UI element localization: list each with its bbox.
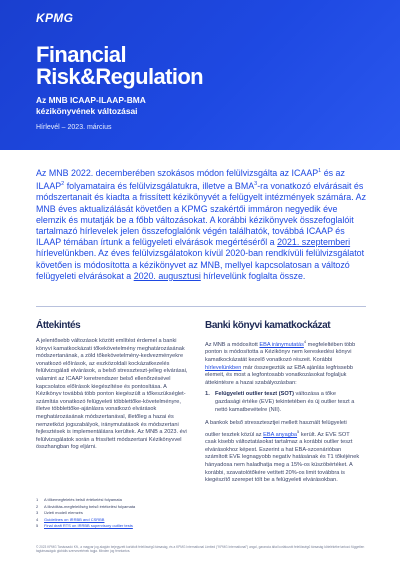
footnote-ref: 2	[61, 181, 65, 188]
kpmg-logo: KPMG	[36, 11, 74, 25]
item-text	[215, 391, 361, 414]
footnote-item	[36, 510, 196, 517]
page-title	[36, 44, 336, 88]
footnote-text: A likviditás-megfelelőség belső értékelési folyamata	[44, 503, 136, 509]
footnote-item	[36, 517, 196, 524]
overview-column	[36, 320, 192, 452]
irrbb-text: megfeleltében több ponton is módosította a Kézikönyv nem kereskedési könyvi kamatkockázatát kezelő vonatkozó részeit. Korábbi	[205, 341, 356, 364]
footnotes	[36, 497, 196, 530]
irrbb-text: került. Az EVE SOT csak kisebb változtatásokat tartalmaz a korábbi outlier teszt elvárásokhoz képest. Eszerint a hat EBA-szcenárióban számított EVE legnagyobb negatív hatásának és T1 tőkéjének hányadosa nem haladhatja meg a 15%-os küszöbértéket. A korábbi, szavatolótőkére vetített 20%-os limit továbbra is kiegészítő szerepet tölt be a felügyeleti elvárásokban.	[205, 431, 360, 484]
legal-notice: © 2023 KPMG Tanácsadó Kft., a magyar jog alapján bejegyzett korlátolt felelősségű társaság, és a KPMG International Limited ("KPMG International") angol, garancia által korlátozott felelősségű társaság kötelékébe tartozó független tagtársaságok globális szervezetének tagja. Minden jog fenntartva.	[36, 545, 365, 554]
footnote-link[interactable]: Guidelines on IRRBB and CSRBB	[44, 516, 105, 522]
subtitle-line-1: Az MNB ICAAP-ILAAP-BMA	[36, 95, 146, 105]
irrbb-text: már összegeztük az EBA ajánlás legfrissebb elemeit, és most a legfontosabb vonatkozásokat foglaljuk áttekintésre a hazai szabályozásban:	[205, 364, 354, 386]
irrbb-text: A bankok belső stressztesztjei mellett használt felügyeleti outlier tesztek közül az	[205, 420, 347, 438]
intro-text: hírlevelünkben. Az éves felülvizsgálatokon kívül 2020-ban rendkívüli felülvizsgálatot követően is módosította a kézikönyvet az MNB, mellyel kapcsolatosan a változó felügyeleti elvárásokat a	[36, 248, 365, 281]
intro-text: -ra vonatkozó elvárásait és módszertanait és kiadta a frissített kézikönyvét a felügyelt intézmények számára. Az MNB éves aktualizálását követően a KPMG szakértői immáron negyedik éve elemzik és mutatják be a főbb változásokat. A korábbi kézikönyvek összefoglalóit tartalmazó hírlevelek jelen összefoglalónk végén találhatók, továbbá ICAAP és ILAAP témában írtunk a felügyeleti elvárások megértéséről a	[36, 181, 367, 248]
subtitle	[36, 95, 336, 117]
link-2020-august-newsletter[interactable]: 2020. augusztusi	[133, 270, 201, 281]
footnote-number: 5	[36, 523, 39, 529]
irrbb-text: Az MNB a módosított	[205, 341, 260, 348]
footnote-link[interactable]: Final draft RTS on IRRBB supervisory outlier tests	[44, 523, 133, 529]
numbered-item-1	[205, 391, 361, 414]
intro-text: hírlevelünk foglalta össze.	[200, 270, 306, 281]
intro-text: Az MNB 2022. decemberében szokásos módon felülvizsgálta az ICAAP	[36, 167, 319, 178]
issue-date: Hírlevél – 2023. március	[36, 124, 112, 131]
footnote-number: 4	[36, 516, 39, 522]
irrbb-heading: Banki könyvi kamatkockázat	[205, 320, 331, 331]
footnote-ref: 3	[254, 181, 258, 188]
footnote-item	[36, 523, 196, 530]
intro-text: és az ILAAP	[36, 167, 345, 192]
link-2021-september-newsletter[interactable]: 2021. szeptemberi	[277, 237, 351, 248]
footnote-number: 1	[36, 497, 39, 502]
item-rest: változása a tőke gazdasági értéke (EVE) tekintetében és új outlier teszt a nettó kamatbevételre (NII).	[215, 391, 355, 413]
intro-paragraph	[36, 166, 366, 282]
footnote-number: 3	[36, 510, 39, 516]
footnote-item	[36, 504, 196, 511]
footnote-item	[36, 497, 196, 504]
footnote-ref: 5	[297, 428, 300, 434]
link-previous-newsletter[interactable]: hírlevelünkben	[205, 364, 242, 371]
irrbb-paragraph-1	[205, 338, 361, 387]
irrbb-column	[205, 320, 361, 489]
link-eba-guideline[interactable]: EBA iránymutatás	[259, 341, 304, 348]
overview-heading: Áttekintés	[36, 320, 81, 331]
irrbb-body	[205, 338, 361, 485]
header-banner	[0, 0, 400, 150]
intro-text: folyamataira és felülvizsgálatukra, illetve a BMA	[64, 181, 255, 192]
item-bold: Felügyeleti outlier teszt (SOT)	[215, 391, 294, 398]
link-eba-material[interactable]: EBA anyagba	[263, 431, 298, 438]
item-number: 1.	[205, 391, 210, 398]
section-divider	[36, 306, 366, 307]
footnote-ref: 1	[318, 168, 322, 174]
footnote-ref: 4	[303, 339, 307, 344]
footnote-text: A tőkemegfelelés belső értékelési folyamata	[44, 497, 122, 502]
footnote-number: 2	[36, 503, 39, 509]
overview-body: A jelentősebb változások között említést érdemel a banki könyvi kamatkockázati tőkekövetelmény meghatározásának módszertanának, a zöld tőkekövetelmény-kedvezményekre vonatkozó előírások, az eszközoldali kockázatkezelés felülvizsgálati elvárások, a belső stresszteszt-jelleg elvárásai, valamint az ICAAP keretrendszer belső ellenőrzésével kapcsolatos előírások kiegészítése és pontosítása. A Kézikönyv továbbá több ponton kiegészült a tőkeszükséglet-számítás vonatkozó felügyeleti többlettőke-követelményre, illetve többlettőke-ajánlásra vonatkozó elvárások meghatározásának módszertanával, illetőleg a hazai és nemzetközi jogszabályok, iránymutatások és módszertani fejlesztések is implementálásra kerültek. Az MNB a 2023. évi felülvizsgálatok során a frissített módszertani Kézikönyvvel összhangban fog eljárni.	[36, 338, 188, 451]
irrbb-paragraph-2	[205, 420, 361, 485]
title-line-1: Financial	[36, 42, 126, 67]
footnote-text: Üzleti modell elemzés	[44, 510, 83, 516]
title-line-2: Risk&Regulation	[36, 64, 204, 89]
subtitle-line-2: kézikönyvének változásai	[36, 106, 138, 116]
